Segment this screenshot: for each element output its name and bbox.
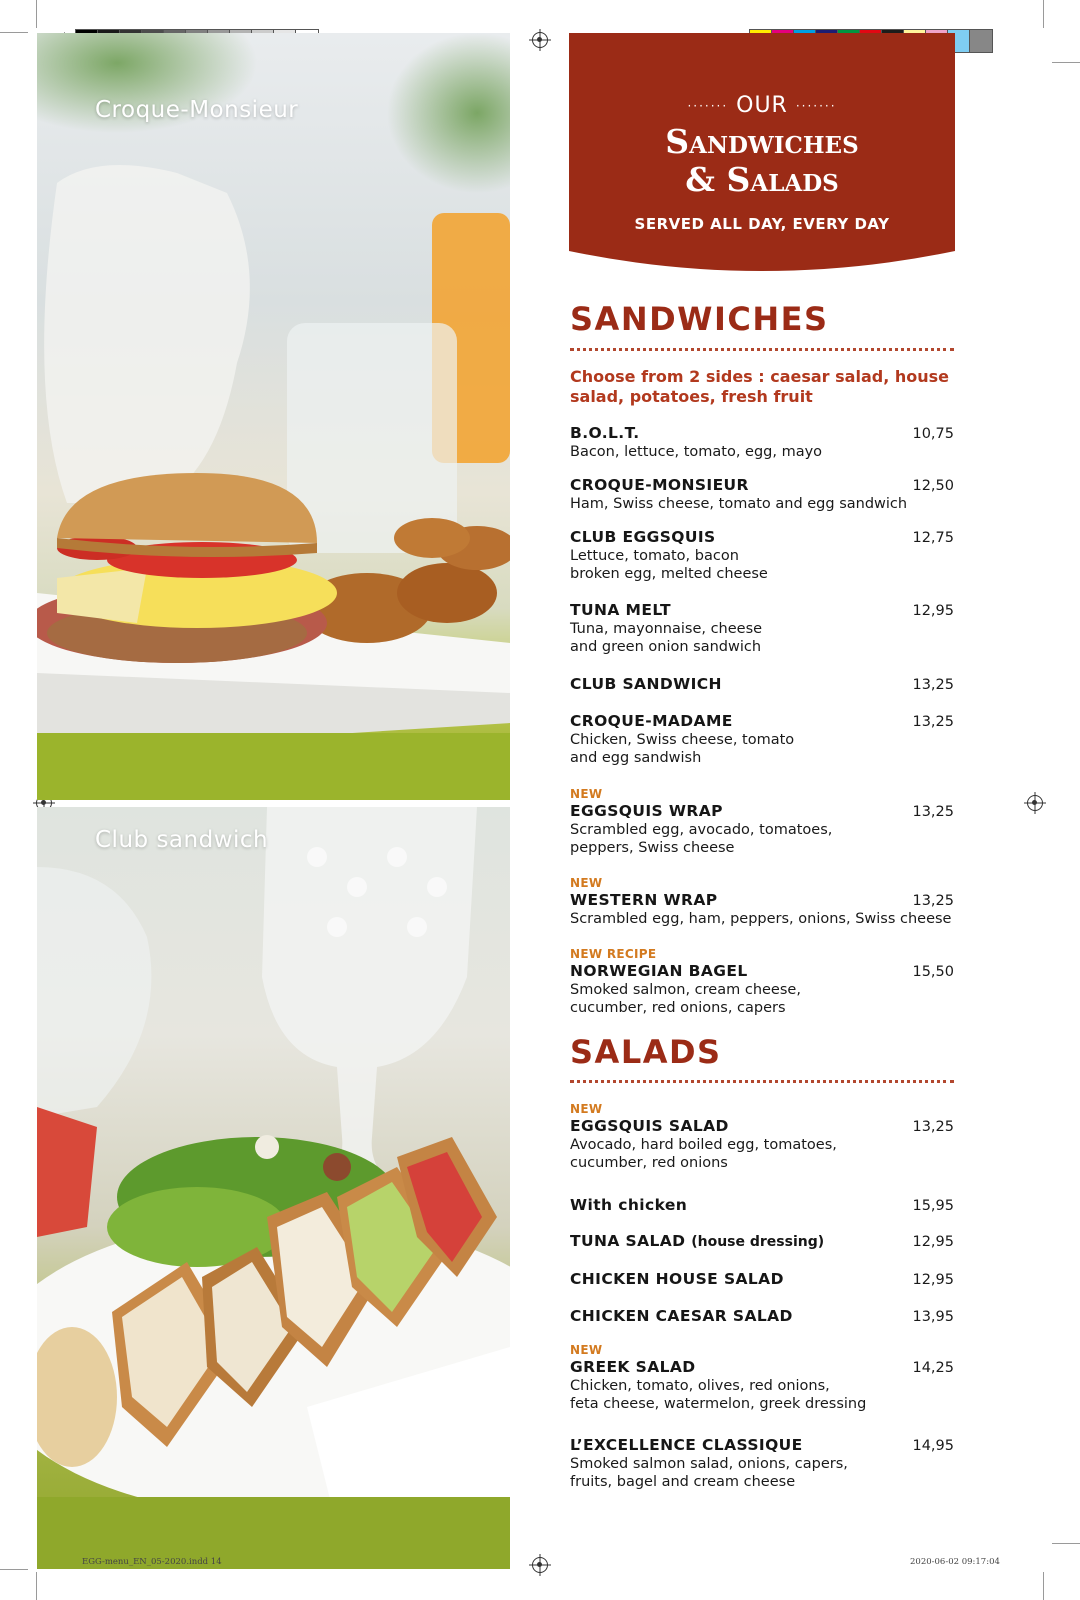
menu-item-row (570, 528, 954, 547)
menu-item-name (570, 1358, 696, 1376)
menu-item-row (570, 1358, 954, 1377)
dotted-divider (570, 1080, 954, 1083)
menu-item-name-text: EGGSQUIS WRAP (570, 802, 723, 820)
menu-item-row (570, 675, 954, 694)
menu-item-name (570, 424, 640, 442)
menu-item-row (570, 962, 954, 981)
section-title-sandwiches: SANDWICHES (570, 300, 829, 338)
photo-croque-monsieur (37, 33, 510, 800)
crop-mark (1052, 62, 1080, 63)
menu-item-description-line: broken egg, melted cheese (570, 566, 768, 582)
menu-item-description-line: Lettuce, tomato, bacon (570, 548, 739, 564)
menu-item-row (570, 891, 954, 910)
menu-item-row (570, 802, 954, 821)
menu-item-description-line: cucumber, red onions, capers (570, 1000, 786, 1016)
menu-item-name-text: L’EXCELLENCE CLASSIQUE (570, 1436, 803, 1454)
menu-item-name (570, 601, 671, 619)
crop-mark (36, 1572, 37, 1600)
menu-item (570, 1196, 954, 1215)
menu-item-name-text: With chicken (570, 1196, 688, 1214)
menu-item-row (570, 1117, 954, 1136)
menu-item-row (570, 1232, 954, 1251)
registration-mark-icon (532, 1557, 548, 1573)
menu-item-description-line: Smoked salmon, cream cheese, (570, 982, 801, 998)
menu-item-name (570, 891, 718, 909)
crop-mark (0, 1569, 28, 1570)
menu-item-description-line: cucumber, red onions (570, 1155, 728, 1171)
menu-item-description (570, 821, 954, 857)
menu-item-price: 15,50 (912, 964, 954, 980)
menu-item-price: 13,25 (912, 893, 954, 909)
menu-item (570, 476, 954, 513)
dotted-rule: ······· (795, 99, 837, 113)
menu-item-price: 13,25 (912, 804, 954, 820)
menu-item-name (570, 1117, 729, 1135)
banner-title-line: Sandwiches (665, 122, 859, 161)
menu-item (570, 1101, 954, 1172)
dotted-rule: ······· (687, 99, 729, 113)
menu-item-description (570, 981, 954, 1017)
menu-item-description-line: and egg sandwish (570, 750, 702, 766)
section-title-salads: SALADS (570, 1033, 722, 1071)
menu-item-name-text: CLUB SANDWICH (570, 675, 722, 693)
new-tag: NEW RECIPE (570, 947, 657, 961)
menu-item-price: 14,25 (912, 1360, 954, 1376)
club-sandwich-illustration (37, 807, 510, 1569)
new-tag: NEW (570, 1102, 603, 1116)
menu-item-row (570, 424, 954, 443)
menu-item-name (570, 712, 733, 730)
menu-item (570, 601, 954, 656)
menu-item-description-line: Ham, Swiss cheese, tomato and egg sandwich (570, 496, 908, 512)
menu-item-name (570, 675, 722, 693)
menu-item-name (570, 528, 716, 546)
menu-item-row (570, 601, 954, 620)
registration-mark-icon (532, 32, 548, 48)
menu-item-description-line: Scrambled egg, ham, peppers, onions, Swiss cheese (570, 911, 952, 927)
menu-item (570, 675, 954, 694)
menu-item-description-line: Bacon, lettuce, tomato, egg, mayo (570, 444, 823, 460)
banner-title-line: & Salads (685, 160, 839, 199)
menu-item-name (570, 962, 748, 980)
new-tag: NEW (570, 876, 603, 890)
menu-item-price: 13,95 (912, 1309, 954, 1325)
menu-item (570, 1436, 954, 1491)
menu-item-description-line: Tuna, mayonnaise, cheese (570, 621, 763, 637)
menu-item-name-text: WESTERN WRAP (570, 891, 718, 909)
menu-item-row (570, 712, 954, 731)
menu-item (570, 528, 954, 583)
color-swatch (970, 30, 992, 52)
menu-item-name-text: CHICKEN CAESAR SALAD (570, 1307, 793, 1325)
photo-club-sandwich (37, 807, 510, 1569)
menu-item-name-text: CROQUE-MADAME (570, 712, 733, 730)
slug-timestamp: 2020-06-02 09:17:04 (910, 1557, 1000, 1567)
menu-item-name (570, 476, 749, 494)
menu-item-name-text: TUNA MELT (570, 601, 672, 619)
crop-mark (1043, 0, 1044, 28)
menu-item-description (570, 1377, 954, 1413)
crop-mark (36, 0, 37, 28)
menu-item-description-line: Scrambled egg, avocado, tomatoes, (570, 822, 833, 838)
menu-item-row (570, 476, 954, 495)
menu-item-name-text: CLUB EGGSQUIS (570, 528, 716, 546)
menu-item-name (570, 1436, 803, 1454)
menu-item-description (570, 1136, 954, 1172)
menu-item-price: 13,25 (912, 714, 954, 730)
menu-item-name-text: CHICKEN HOUSE SALAD (570, 1270, 784, 1288)
crop-mark (1052, 1543, 1080, 1544)
menu-item-name-text: TUNA SALAD (570, 1232, 686, 1250)
menu-item-description-line: Smoked salmon salad, onions, capers, (570, 1456, 848, 1472)
banner-title (569, 123, 955, 199)
menu-item-name-text: B.O.L.T. (570, 424, 640, 442)
menu-item (570, 424, 954, 461)
menu-item-description (570, 620, 954, 656)
dotted-divider (570, 348, 954, 351)
menu-item-description (570, 1455, 954, 1491)
banner-eyebrow-text: OUR (736, 93, 788, 118)
menu-item-name (570, 1270, 784, 1288)
menu-item-name (570, 1307, 793, 1325)
registration-mark-icon (1027, 795, 1043, 811)
menu-item (570, 1232, 954, 1251)
menu-item-row (570, 1307, 954, 1326)
menu-item-description (570, 443, 954, 461)
menu-item-name-text: EGGSQUIS SALAD (570, 1117, 729, 1135)
photo-caption: Croque-Monsieur (95, 97, 299, 123)
menu-item-name-text: CROQUE-MONSIEUR (570, 476, 749, 494)
menu-item-name-text: GREEK SALAD (570, 1358, 696, 1376)
menu-item-description-line: Chicken, Swiss cheese, tomato (570, 732, 795, 748)
menu-item (570, 1270, 954, 1289)
menu-item-row (570, 1196, 954, 1215)
menu-item (570, 946, 954, 1017)
sides-note: Choose from 2 sides : caesar salad, house salad, potatoes, fresh fruit (570, 367, 949, 406)
menu-item (570, 1342, 954, 1413)
menu-item-name-text: NORWEGIAN BAGEL (570, 962, 748, 980)
menu-item-price: 12,95 (912, 603, 954, 619)
menu-item-price: 10,75 (912, 426, 954, 442)
menu-item (570, 786, 954, 857)
menu-item-description-line: Avocado, hard boiled egg, tomatoes, (570, 1137, 837, 1153)
menu-item-name (570, 802, 723, 820)
new-tag: NEW (570, 787, 603, 801)
menu-item-description (570, 547, 954, 583)
banner-eyebrow (569, 93, 955, 118)
new-tag: NEW (570, 1343, 603, 1357)
menu-item-price: 14,95 (912, 1438, 954, 1454)
header-banner (569, 33, 955, 271)
menu-item-name (570, 1232, 824, 1251)
croque-monsieur-illustration (37, 33, 510, 800)
menu-item-price: 12,95 (912, 1234, 954, 1250)
banner-subtitle: SERVED ALL DAY, EVERY DAY (634, 215, 890, 233)
menu-item-description-line: feta cheese, watermelon, greek dressing (570, 1396, 867, 1412)
menu-item-price: 12,95 (912, 1272, 954, 1288)
menu-item-row (570, 1436, 954, 1455)
menu-item-price: 13,25 (912, 1119, 954, 1135)
menu-item (570, 712, 954, 767)
menu-item (570, 1307, 954, 1326)
menu-item-description (570, 495, 954, 513)
menu-item (570, 875, 954, 928)
menu-item-name (570, 1196, 687, 1214)
crop-mark (0, 32, 28, 33)
menu-item-note: (house dressing) (691, 1234, 825, 1250)
menu-item-description-line: fruits, bagel and cream cheese (570, 1474, 796, 1490)
crop-mark (1043, 1572, 1044, 1600)
menu-item-price: 15,95 (912, 1198, 954, 1214)
menu-item-description-line: peppers, Swiss cheese (570, 840, 735, 856)
menu-item-description (570, 910, 954, 928)
menu-item-description-line: and green onion sandwich (570, 639, 762, 655)
slug-filename: EGG-menu_EN_05-2020.indd 14 (82, 1557, 222, 1567)
menu-item-row (570, 1270, 954, 1289)
menu-item-description-line: Chicken, tomato, olives, red onions, (570, 1378, 830, 1394)
menu-item-description (570, 731, 954, 767)
photo-caption: Club sandwich (95, 827, 269, 853)
menu-item-price: 13,25 (912, 677, 954, 693)
menu-item-price: 12,75 (912, 530, 954, 546)
menu-item-price: 12,50 (912, 478, 954, 494)
